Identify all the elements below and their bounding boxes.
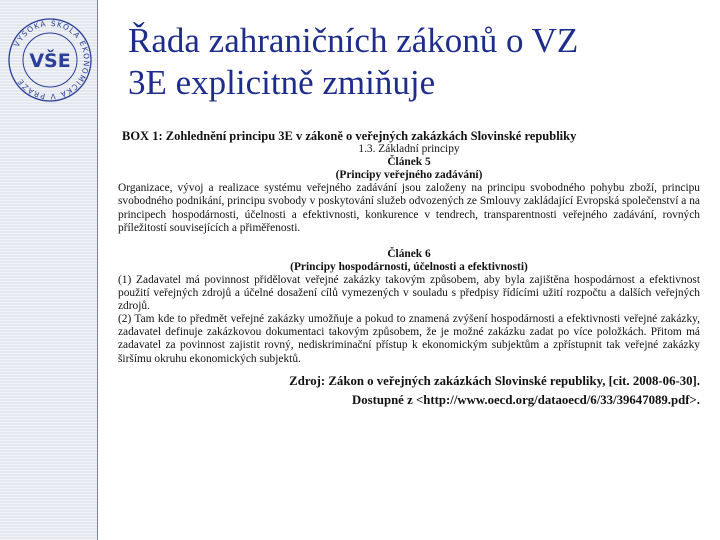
article6-title: Článek 6 xyxy=(387,247,431,260)
availability-prefix: Dostupné z < xyxy=(351,392,424,407)
section-heading: 1.3. Základní principy xyxy=(358,143,460,156)
source-link[interactable]: http://www.oecd.org/dataoecd/6/33/39647089.pdf xyxy=(423,392,690,407)
document-excerpt xyxy=(118,130,700,407)
article6-para1: (1) Zadavatel má povinnost přidělovat veřejné zakázky takovým způsobem, aby byla zajištěna hospodárnost a efektivnost použití veřejných zdrojů a účelné dosažení cílů vymezených v souladu s předpisy řídícími užití rozpočtu a dalších veřejných zdrojů. xyxy=(118,273,700,313)
slide-title-line1: Řada zahraničních zákonů o VZ xyxy=(128,21,579,60)
source-citation: Zdroj: Zákon o veřejných zakázkách Slovinské republiky, [cit. 2008-06-30]. xyxy=(289,373,700,388)
article5-text: Organizace, vývoj a realizace systému veřejného zadávání jsou založeny na principu svobodného pohybu zboží, principu svobodného podnikání, principu svobody v poskytování služeb odvozených ze Smlouvy zakládající Evropská společenství a na principech hospodárnosti, účelnosti a efektivnosti, konkurence v tendrech, transparentnosti veřejného zadávání, rovných příležitostí souvisejících a přiměřenosti. xyxy=(118,182,700,234)
vse-logo-icon xyxy=(2,12,98,108)
article6-subtitle: (Principy hospodárnosti, účelnosti a efektivnosti) xyxy=(290,260,528,273)
slide-title xyxy=(128,20,698,104)
sidebar-panel xyxy=(0,0,98,540)
logo-main-text: VŠE xyxy=(29,50,71,72)
logo-ring-text: VYSOKÁ ŠKOLA EKONOMICKÁ V PRAZE xyxy=(11,18,92,102)
article5-subtitle: (Principy veřejného zadávání) xyxy=(335,169,483,182)
slide-title-line2: 3E explicitně zmiňuje xyxy=(128,63,436,102)
availability-suffix: >. xyxy=(689,392,700,407)
article5-title: Článek 5 xyxy=(387,156,431,169)
article6-para2: (2) Tam kde to předmět veřejné zakázky umožňuje a pokud to znamená zvýšení hospodárnosti a efektivnosti veřejné zakázky, zadavatel definuje zakázkovou dokumentaci takovým způsobem, že je možné zakázku zadat po více položkách. Přitom má zadavatel za povinnost zajistit rovný, nediskriminační přístup k ekonomickým subjektům a zpřístupnit tak veřejné zakázky širšímu okruhu ekonomických subjektů. xyxy=(118,313,700,365)
box-heading: BOX 1: Zohlednění principu 3E v zákoně o veřejných zakázkách Slovinské republiky xyxy=(122,129,577,143)
availability-line xyxy=(118,394,700,407)
